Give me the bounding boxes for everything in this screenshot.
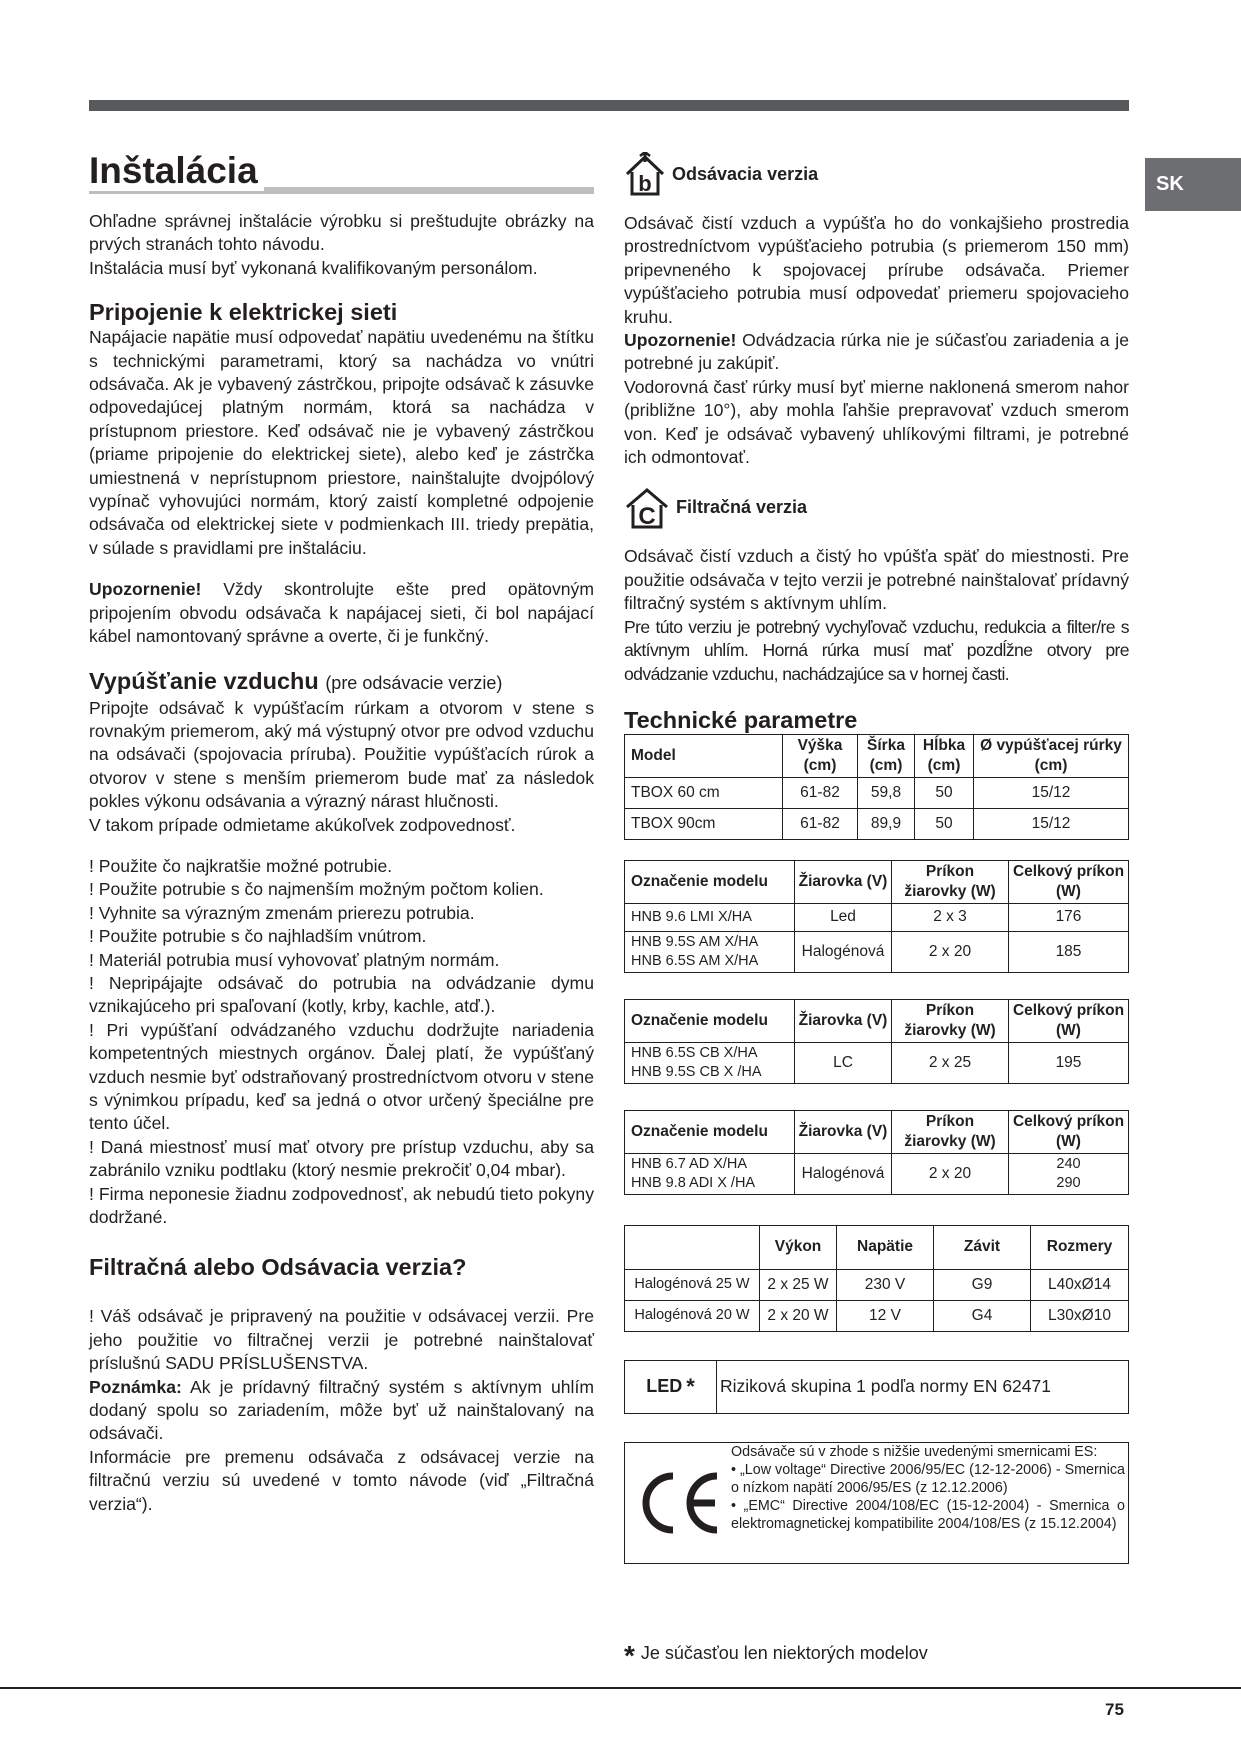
- page-title-text: Inštalácia: [89, 150, 264, 191]
- top-rule: [89, 100, 1129, 111]
- table-cell: [625, 931, 795, 972]
- list-item: ! Daná miestnosť musí mať otvory pre prístup vzduchu, aby sa zabránilo vzniku podtlaku (ktorý nesmie prekročiť 0,04 mbar).: [89, 1136, 594, 1181]
- table-header: Model: [625, 734, 783, 777]
- table-header-row: [625, 999, 1129, 1042]
- table-header: Žiarovka (V): [795, 1110, 892, 1153]
- table-header: Celkový príkon (W): [1009, 999, 1129, 1042]
- section-heading-tech: Technické parametre: [624, 706, 858, 733]
- filter-version-header: [624, 483, 1129, 531]
- table-header: Označenie modelu: [625, 999, 795, 1042]
- table-header: Príkon žiarovky (W): [892, 1110, 1009, 1153]
- electric-paragraph: Napájacie napätie musí odpovedať napätiu uvedenému na štítku s technickými parametrami, ktorý sa nachádza vo vnútri odsávača. Ak je vybavený zástrčkou, pripojte odsávač k zásuvke odpovedajúcej platným normám, ktorá sa nachádza v prístupnom priestore. Keď odsávač nie je vybavený zástrčkou (priame pripojenie do elektrickej siete), alebo keď je zástrčka umiestnená v neprístupnom priestore, nainštalujte dvojpólový vypínač vyhovujúci normám, ktorý zaistí kompletné odpojenie odsávača od elektrickej siete v podmienkach III. triedy prepätia, v súlade s pravidlami pre inštaláciu.: [89, 327, 594, 558]
- filter-paragraph: Odsávač čistí vzduch a čistý ho vpúšťa späť do miestnosti. Pre použitie odsávača v tejto verzii je potrebné nainštalovať prídavný filtračný systém s aktívnym uhlím.: [624, 546, 1129, 614]
- section-heading-filter-or-extract: Filtračná alebo Odsávacia verzia?: [89, 1254, 467, 1281]
- language-tab: SK: [1145, 158, 1241, 211]
- note-paragraph: [89, 1376, 594, 1446]
- table-cell: 12 V: [837, 1300, 934, 1331]
- table-header: Žiarovka (V): [795, 999, 892, 1042]
- lamp-table-3: [624, 1110, 1129, 1195]
- table-header: Označenie modelu: [625, 1110, 795, 1153]
- table-cell: L40xØ14: [1031, 1269, 1129, 1300]
- extract-warning-text: Odvádzacia rúrka nie je súčasťou zariadenia a je potrebné ju zakúpiť.: [624, 330, 1129, 374]
- table-header: Príkon žiarovky (W): [892, 860, 1009, 903]
- ce-conformity-box: [624, 1442, 1129, 1564]
- filter-paragraph: Pre túto verziu je potrebný vychyľovač vzduchu, redukcia a filter/re s aktívnym uhlím. Horná rúrka musí mať pozdĺžne otvory pre odvádzanie vzduchu, nachádzajúce sa v hornej časti.: [624, 616, 1129, 684]
- table-cell: [625, 1153, 795, 1194]
- table-cell: 89,9: [858, 808, 915, 839]
- table-cell: 50: [915, 777, 974, 808]
- warning-paragraph: [89, 578, 594, 648]
- list-item: ! Firma neponesie žiadnu zodpovednosť, ak nebudú tieto pokyny dodržané.: [89, 1183, 594, 1228]
- table-cell: 176: [1009, 903, 1129, 931]
- table-cell: 15/12: [974, 808, 1129, 839]
- extract-version-title: Odsávacia verzia: [672, 163, 819, 184]
- table-row: [625, 808, 1129, 839]
- table-header: Hĺbka (cm): [915, 734, 974, 777]
- vent-heading-text: Vypúšťanie vzduchu: [89, 667, 319, 694]
- dimensions-table: [624, 734, 1129, 840]
- footnote: [624, 1640, 928, 1672]
- model-name: HNB 6.5S CB X/HA: [631, 1044, 758, 1061]
- model-name: HNB 9.5S CB X /HA: [631, 1063, 762, 1080]
- table-header: Označenie modelu: [625, 860, 795, 903]
- total-value: 290: [1056, 1174, 1081, 1191]
- table-header: Šírka (cm): [858, 734, 915, 777]
- table-cell: 2 x 25: [892, 1042, 1009, 1083]
- table-cell: 2 x 20: [892, 931, 1009, 972]
- extract-version-header: [624, 150, 1129, 198]
- list-item: ! Použite čo najkratšie možné potrubie.: [89, 855, 393, 876]
- footnote-asterisk: *: [624, 1640, 635, 1671]
- lamp-table-1: [624, 860, 1129, 973]
- table-cell: Led: [795, 903, 892, 931]
- table-header: Celkový príkon (W): [1009, 1110, 1129, 1153]
- table-cell: 61-82: [783, 777, 858, 808]
- list-item: ! Použite potrubie s čo najhladším vnútrom.: [89, 926, 427, 947]
- note-text: Ak je prídavný filtračný systém s aktívnym uhlím dodaný spolu so zariadením, môže byť už nainštalovaný na odsávači.: [89, 1376, 594, 1444]
- model-name: HNB 6.7 AD X/HA: [631, 1155, 748, 1172]
- led-risk-box: [624, 1360, 1129, 1414]
- table-cell: G4: [934, 1300, 1031, 1331]
- ce-mark-icon: [625, 1443, 731, 1563]
- table-cell: HNB 9.6 LMI X/HA: [625, 903, 795, 931]
- lamp-table-2: [624, 999, 1129, 1084]
- table-header: Závit: [934, 1225, 1031, 1269]
- table-header: Výška (cm): [783, 734, 858, 777]
- extraction-house-icon: [624, 152, 666, 196]
- table-header: Rozmery: [1031, 1225, 1129, 1269]
- table-header: Napätie: [837, 1225, 934, 1269]
- list-item: ! Nepripájajte odsávač do potrubia na odvádzanie dymu vznikajúceho pri spaľovaní (kotly, krby, kachle, atď.).: [89, 972, 594, 1017]
- footnote-text: Je súčasťou len niektorých modelov: [640, 1643, 928, 1663]
- extract-paragraph: Vodorovná časť rúrky musí byť mierne naklonená smerom nahor (približne 10°), aby mohla ľahšie prepravovať vzduch smerom von. Keď je odsávač vybavený uhlíkovými filtrami, je potrebné ich odmontovať.: [624, 376, 1129, 468]
- table-cell: 59,8: [858, 777, 915, 808]
- table-cell: 2 x 20: [892, 1153, 1009, 1194]
- table-header-row: [625, 734, 1129, 777]
- note-label: Poznámka:: [89, 1376, 182, 1397]
- table-row: [625, 1153, 1129, 1194]
- model-name: HNB 9.8 ADI X /HA: [631, 1174, 756, 1191]
- table-row: [625, 1042, 1129, 1083]
- led-label-cell: [625, 1361, 717, 1413]
- recirculation-house-icon: [624, 485, 670, 529]
- table-header-row: [625, 860, 1129, 903]
- table-header: Ø vypúšťacej rúrky (cm): [974, 734, 1129, 777]
- right-column: [624, 150, 1129, 1564]
- filter-paragraph: ! Váš odsávač je pripravený na použitie v odsávacej verzii. Pre jeho použitie vo filtračnej verzii je potrebné nainštalovať príslušnú SADU PRÍSLUŠENSTVA.: [89, 1306, 594, 1374]
- table-cell: TBOX 90cm: [625, 808, 783, 839]
- page-number: 75: [1105, 1700, 1124, 1719]
- table-cell: 2 x 3: [892, 903, 1009, 931]
- table-header-row: [625, 1225, 1129, 1269]
- table-cell: 2 x 25 W: [760, 1269, 837, 1300]
- ce-line: Odsávače sú v zhode s nižšie uvedenými smernicami ES:: [731, 1443, 1098, 1460]
- table-cell: [625, 1042, 795, 1083]
- filter-paragraph: Informácie pre premenu odsávača z odsávacej verzie na filtračnú verziu sú uvedené v tomto návode (viď „Filtračná verzia“).: [89, 1446, 594, 1514]
- led-asterisk: *: [686, 1373, 695, 1399]
- vent-heading-sub: (pre odsávacie verzie): [325, 672, 503, 693]
- table-cell: L30xØ10: [1031, 1300, 1129, 1331]
- list-item: ! Materiál potrubia musí vyhovovať platným normám.: [89, 949, 500, 970]
- extract-warning-label: Upozornenie!: [624, 330, 737, 351]
- table-cell: Halogénová 25 W: [625, 1269, 760, 1300]
- extract-paragraph: Odsávač čistí vzduch a vypúšťa ho do vonkajšieho prostredia prostredníctvom vypúšťacieho potrubia (s priemerom 150 mm) pripevneného k spojovacej prírube odsávača. Priemer vypúšťacieho potrubia musí odpovedať priemeru spojovacieho kruhu.: [624, 213, 1129, 327]
- table-row: [625, 1269, 1129, 1300]
- table-header: Žiarovka (V): [795, 860, 892, 903]
- model-name: HNB 6.5S AM X/HA: [631, 952, 759, 969]
- svg-text:C: C: [638, 503, 656, 530]
- table-header: [625, 1225, 760, 1269]
- table-cell: 15/12: [974, 777, 1129, 808]
- vent-paragraph: V takom prípade odmietame akúkoľvek zodpovednosť.: [89, 814, 516, 835]
- model-name: HNB 9.5S AM X/HA: [631, 933, 759, 950]
- warning-label: Upozornenie!: [89, 579, 202, 600]
- extract-warning: [624, 329, 1129, 376]
- table-row: [625, 1300, 1129, 1331]
- table-cell: [1009, 1153, 1129, 1194]
- table-header: Príkon žiarovky (W): [892, 999, 1009, 1042]
- table-header: Celkový príkon (W): [1009, 860, 1129, 903]
- section-heading-vent: [89, 667, 594, 697]
- intro-paragraph: Inštalácia musí byť vykonaná kvalifikovaným personálom.: [89, 257, 538, 278]
- total-value: 240: [1056, 1155, 1081, 1172]
- list-item: ! Vyhnite sa výrazným zmenám prierezu potrubia.: [89, 902, 475, 923]
- table-cell: 230 V: [837, 1269, 934, 1300]
- ce-line: • „Low voltage“ Directive 2006/95/EC (12-12-2006) - Smernica o nízkom napätí 2006/95/ES (z 12.12.2006): [731, 1462, 1125, 1497]
- vent-paragraph: Pripojte odsávač k vypúšťacím rúrkam a otvorom v stene s rovnakým priemerom, aký má výstupný otvor pre odvod vzduchu na odsávači (spojovacia príruba). Použitie vypúšťacích rúrok a otvorov v stene s menším priemerom bude mať za následok pokles výkonu odsávania a výrazný nárast hlučnosti.: [89, 697, 594, 812]
- svg-text:b: b: [638, 171, 652, 196]
- led-label: LED: [646, 1376, 683, 1397]
- table-cell: 2 x 20 W: [760, 1300, 837, 1331]
- warning-text: Vždy skontrolujte ešte pred opätovným pripojením obvodu odsávača k napájacej sieti, či bol napájací kábel namontovaný správne a overte, či je funkčný.: [89, 579, 594, 647]
- bottom-rule: [0, 1687, 1241, 1689]
- led-risk-text: Riziková skupina 1 podľa normy EN 62471: [720, 1376, 1051, 1397]
- list-item: ! Použite potrubie s čo najmenším možným počtom kolien.: [89, 879, 544, 900]
- ce-line: • „EMC“ Directive 2004/108/EC (15-12-2004) - Smernica o elektromagnetickej kompatibilite 2004/108/ES (z 15.12.2004): [731, 1498, 1125, 1533]
- table-cell: TBOX 60 cm: [625, 777, 783, 808]
- table-header: Výkon: [760, 1225, 837, 1269]
- table-cell: Halogénová: [795, 1153, 892, 1194]
- filter-version-title: Filtračná verzia: [676, 496, 808, 517]
- table-row: [625, 777, 1129, 808]
- table-header-row: [625, 1110, 1129, 1153]
- table-cell: 195: [1009, 1042, 1129, 1083]
- table-cell: Halogénová: [795, 931, 892, 972]
- table-row: [625, 903, 1129, 931]
- list-item: ! Pri vypúšťaní odvádzaného vzduchu dodržujte nariadenia kompetentných miestnych orgánov. Ďalej platí, že vypúšťaný vzduch nesmie byť odstraňovaný prostredníctvom otvoru v stene s výnimkou prípadu, keď sa jedná o otvor určený špeciálne pre tento účel.: [89, 1019, 594, 1134]
- page-title: [89, 150, 594, 196]
- left-column: [89, 150, 594, 1516]
- ce-text: [731, 1443, 1128, 1563]
- section-heading-electric: Pripojenie k elektrickej sieti: [89, 299, 398, 326]
- table-cell: 185: [1009, 931, 1129, 972]
- bulb-table: [624, 1225, 1129, 1332]
- table-cell: 61-82: [783, 808, 858, 839]
- table-cell: G9: [934, 1269, 1031, 1300]
- table-row: [625, 931, 1129, 972]
- intro-paragraph: Ohľadne správnej inštalácie výrobku si preštudujte obrázky na prvých stranách tohto návodu.: [89, 211, 594, 255]
- table-cell: LC: [795, 1042, 892, 1083]
- table-cell: Halogénová 20 W: [625, 1300, 760, 1331]
- table-cell: 50: [915, 808, 974, 839]
